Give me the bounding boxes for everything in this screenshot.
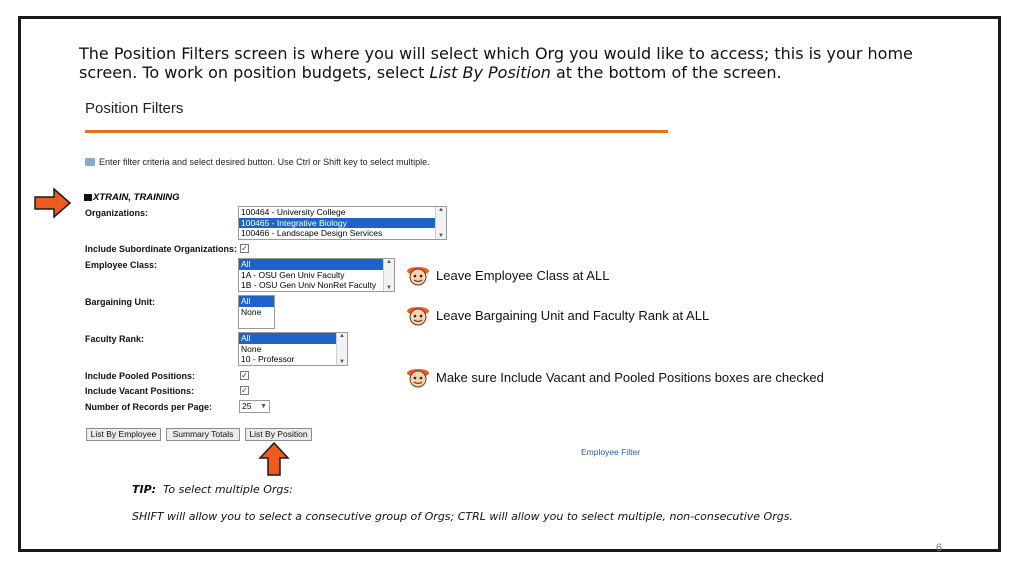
callout-employee-class bbox=[406, 263, 609, 287]
callout-bargaining-faculty-text: Leave Bargaining Unit and Faculty Rank at ALL bbox=[436, 307, 710, 323]
bargaining-unit-listbox[interactable] bbox=[238, 295, 275, 329]
include-vacant-label: Include Vacant Positions: bbox=[85, 386, 195, 396]
up-arrow-icon bbox=[258, 442, 290, 476]
records-per-page-select[interactable] bbox=[239, 400, 270, 413]
organizations-listbox[interactable] bbox=[238, 206, 447, 240]
scroll-down-icon[interactable]: ▼ bbox=[339, 359, 345, 365]
list-option[interactable]: 10 - Professor bbox=[241, 354, 295, 364]
faculty-rank-label: Faculty Rank: bbox=[85, 334, 145, 344]
hint-row bbox=[85, 157, 430, 167]
scroll-up-icon[interactable]: ▲ bbox=[386, 259, 392, 265]
hint-text: Enter filter criteria and select desired button. Use Ctrl or Shift key to select multiple. bbox=[99, 157, 430, 167]
employee-class-listbox[interactable] bbox=[238, 258, 395, 292]
pistol-pete-icon bbox=[406, 303, 430, 327]
include-subordinate-checkbox[interactable]: ✓ bbox=[241, 244, 248, 253]
list-option[interactable]: All bbox=[239, 259, 394, 270]
pistol-pete-icon bbox=[406, 263, 430, 287]
records-per-page-value: 25 bbox=[242, 401, 252, 411]
tip-label: TIP: bbox=[132, 483, 157, 496]
include-subordinate-label: Include Subordinate Organizations: bbox=[85, 244, 238, 254]
list-by-position-button[interactable]: List By Position bbox=[245, 428, 312, 441]
employee-filter-link[interactable]: Employee Filter bbox=[581, 447, 641, 457]
list-option[interactable]: 100464 - University College bbox=[241, 207, 346, 217]
scroll-up-icon[interactable]: ▲ bbox=[339, 333, 345, 339]
list-option[interactable]: All bbox=[239, 296, 274, 307]
callout-employee-class-text: Leave Employee Class at ALL bbox=[436, 267, 610, 283]
list-option[interactable]: None bbox=[241, 306, 262, 317]
intro-text: The Position Filters screen is where you will select which Org you would like to access; this is your home screen. To work on position budgets, select List By Position at the bottom of the screen. bbox=[79, 44, 913, 82]
list-option[interactable]: 1A - OSU Gen Univ Faculty bbox=[241, 269, 345, 280]
records-per-page-label: Number of Records per Page: bbox=[85, 402, 213, 412]
user-name bbox=[84, 192, 180, 203]
include-pooled-checkbox[interactable]: ✓ bbox=[241, 371, 248, 380]
list-by-employee-button[interactable]: List By Employee bbox=[86, 428, 161, 441]
bargaining-unit-label: Bargaining Unit: bbox=[85, 297, 155, 307]
listbox-scrollbar[interactable] bbox=[435, 207, 446, 239]
include-pooled-label: Include Pooled Positions: bbox=[85, 371, 196, 381]
right-arrow-icon bbox=[34, 187, 72, 219]
tip-heading bbox=[132, 483, 293, 496]
user-marker-icon bbox=[84, 194, 92, 201]
faculty-rank-listbox[interactable] bbox=[238, 332, 348, 366]
list-option[interactable]: 100465 - Integrative Biology bbox=[239, 218, 446, 229]
pistol-pete-icon bbox=[406, 365, 430, 389]
listbox-scrollbar[interactable] bbox=[336, 333, 347, 365]
list-option[interactable]: All bbox=[239, 333, 347, 344]
tip-line1: To select multiple Orgs: bbox=[156, 483, 293, 496]
include-vacant-checkbox[interactable]: ✓ bbox=[241, 386, 248, 395]
employee-class-label: Employee Class: bbox=[85, 260, 158, 270]
callout-vacant-pooled-text: Make sure Include Vacant and Pooled Positions boxes are checked bbox=[436, 369, 824, 385]
chevron-down-icon: ▼ bbox=[260, 403, 267, 410]
callout-bargaining-faculty bbox=[406, 303, 709, 327]
title-rule bbox=[85, 130, 668, 133]
list-option[interactable]: 100466 - Landscape Design Services bbox=[241, 228, 383, 238]
list-option[interactable]: 1B - OSU Gen Univ NonRet Faculty bbox=[241, 280, 377, 290]
page-number: 6 bbox=[936, 542, 943, 554]
summary-totals-button[interactable]: Summary Totals bbox=[166, 428, 240, 441]
list-option[interactable]: None bbox=[241, 343, 262, 354]
scroll-up-icon[interactable]: ▲ bbox=[438, 207, 444, 213]
scroll-down-icon[interactable]: ▼ bbox=[386, 285, 392, 291]
organizations-label: Organizations: bbox=[85, 208, 149, 218]
comment-icon bbox=[85, 158, 95, 166]
tip-body: SHIFT will allow you to select a consecutive group of Orgs; CTRL will allow you to select multiple, non-consecutive Orgs. bbox=[132, 510, 793, 523]
page-title: Position Filters bbox=[85, 100, 184, 117]
listbox-scrollbar[interactable] bbox=[383, 259, 394, 291]
callout-vacant-pooled bbox=[406, 365, 824, 389]
scroll-down-icon[interactable]: ▼ bbox=[438, 233, 444, 239]
user-name-text: XTRAIN, TRAINING bbox=[93, 192, 180, 203]
